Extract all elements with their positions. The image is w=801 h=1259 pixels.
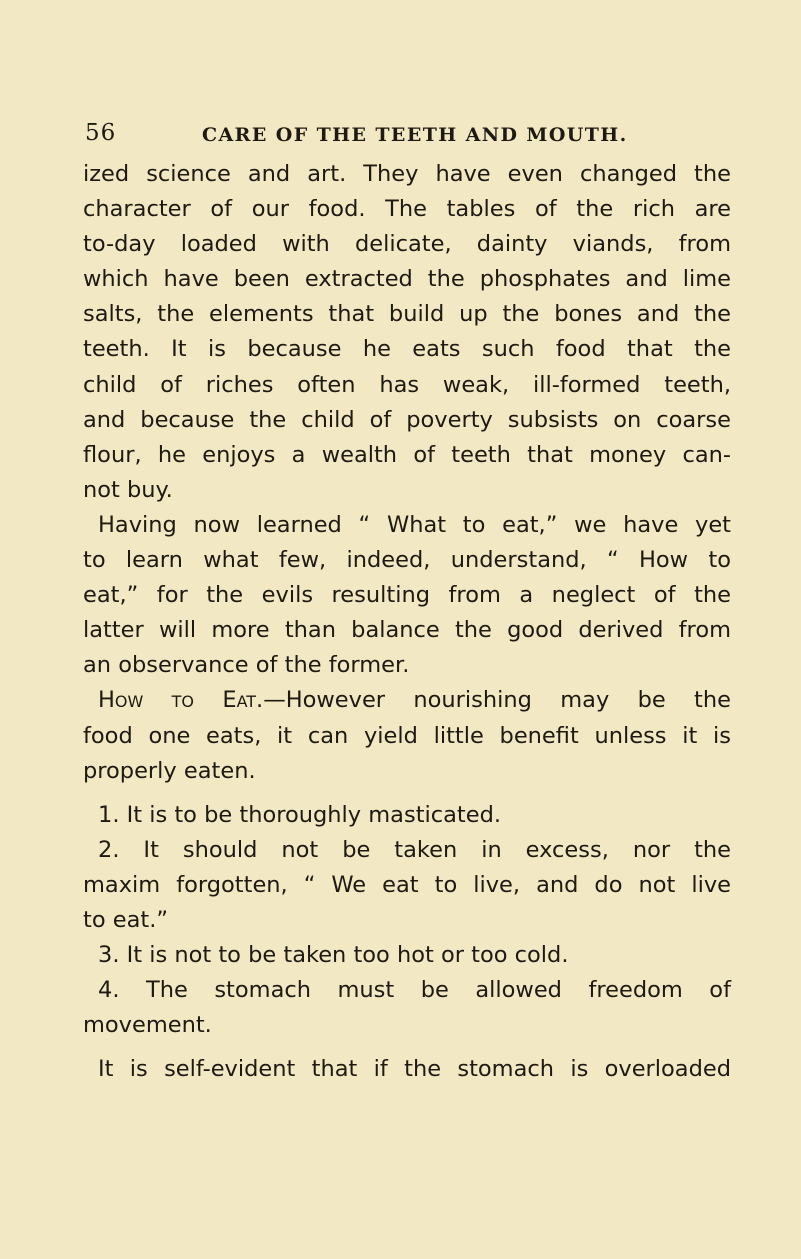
page-number: 56 <box>85 120 117 146</box>
section-heading: How to Eat. <box>98 687 264 714</box>
text-line: ized science and art. They have even changed the <box>83 161 731 187</box>
text-line: movement. <box>83 1012 212 1039</box>
text-line: food one eats, it can yield little benefit unless it is <box>83 722 731 749</box>
text-line: to eat.” <box>83 906 169 933</box>
paragraph-gap <box>83 789 731 798</box>
text-line: which have been extracted the phosphates and lime <box>83 266 731 293</box>
list-item: 4. The stomach must be allowed freedom of <box>98 977 731 1004</box>
text-line: to learn what few, indeed, understand, “ How to <box>83 547 731 574</box>
text-line: to-day loaded with delicate, dainty viands, from <box>83 231 731 258</box>
text-line: flour, he enjoys a wealth of teeth that money can- <box>83 441 731 468</box>
text-span: —However nourishing may be the <box>263 687 731 714</box>
body-text <box>83 157 731 1087</box>
text-line: character of our food. The tables of the rich are <box>83 196 731 223</box>
list-item: 3. It is not to be taken too hot or too cold. <box>98 942 569 969</box>
paragraph-gap <box>83 1043 731 1052</box>
text-line: child of riches often has weak, ill-formed teeth, <box>83 371 731 398</box>
text-line: an observance of the former. <box>83 652 410 679</box>
list-item: 1. It is to be thoroughly masticated. <box>98 801 502 828</box>
text-line: and because the child of poverty subsists on coarse <box>83 406 731 433</box>
page-header <box>0 114 801 154</box>
section-heading-line <box>83 683 731 718</box>
text-line: maxim forgotten, “ We eat to live, and do not live <box>83 871 731 898</box>
text-line: eat,” for the evils resulting from a neglect of the <box>83 582 731 609</box>
text-line: latter will more than balance the good derived from <box>83 617 731 644</box>
text-line: properly eaten. <box>83 757 256 784</box>
text-line: teeth. It is because he eats such food that the <box>83 336 731 363</box>
text-line: salts, the elements that build up the bones and the <box>83 301 731 328</box>
running-head: CARE OF THE TEETH AND MOUTH. <box>202 124 628 146</box>
text-line: not buy. <box>83 476 173 503</box>
text-line: Having now learned “ What to eat,” we have yet <box>98 511 731 538</box>
text-line: It is self-evident that if the stomach is overloaded <box>98 1056 731 1083</box>
list-item: 2. It should not be taken in excess, nor the <box>98 836 731 863</box>
